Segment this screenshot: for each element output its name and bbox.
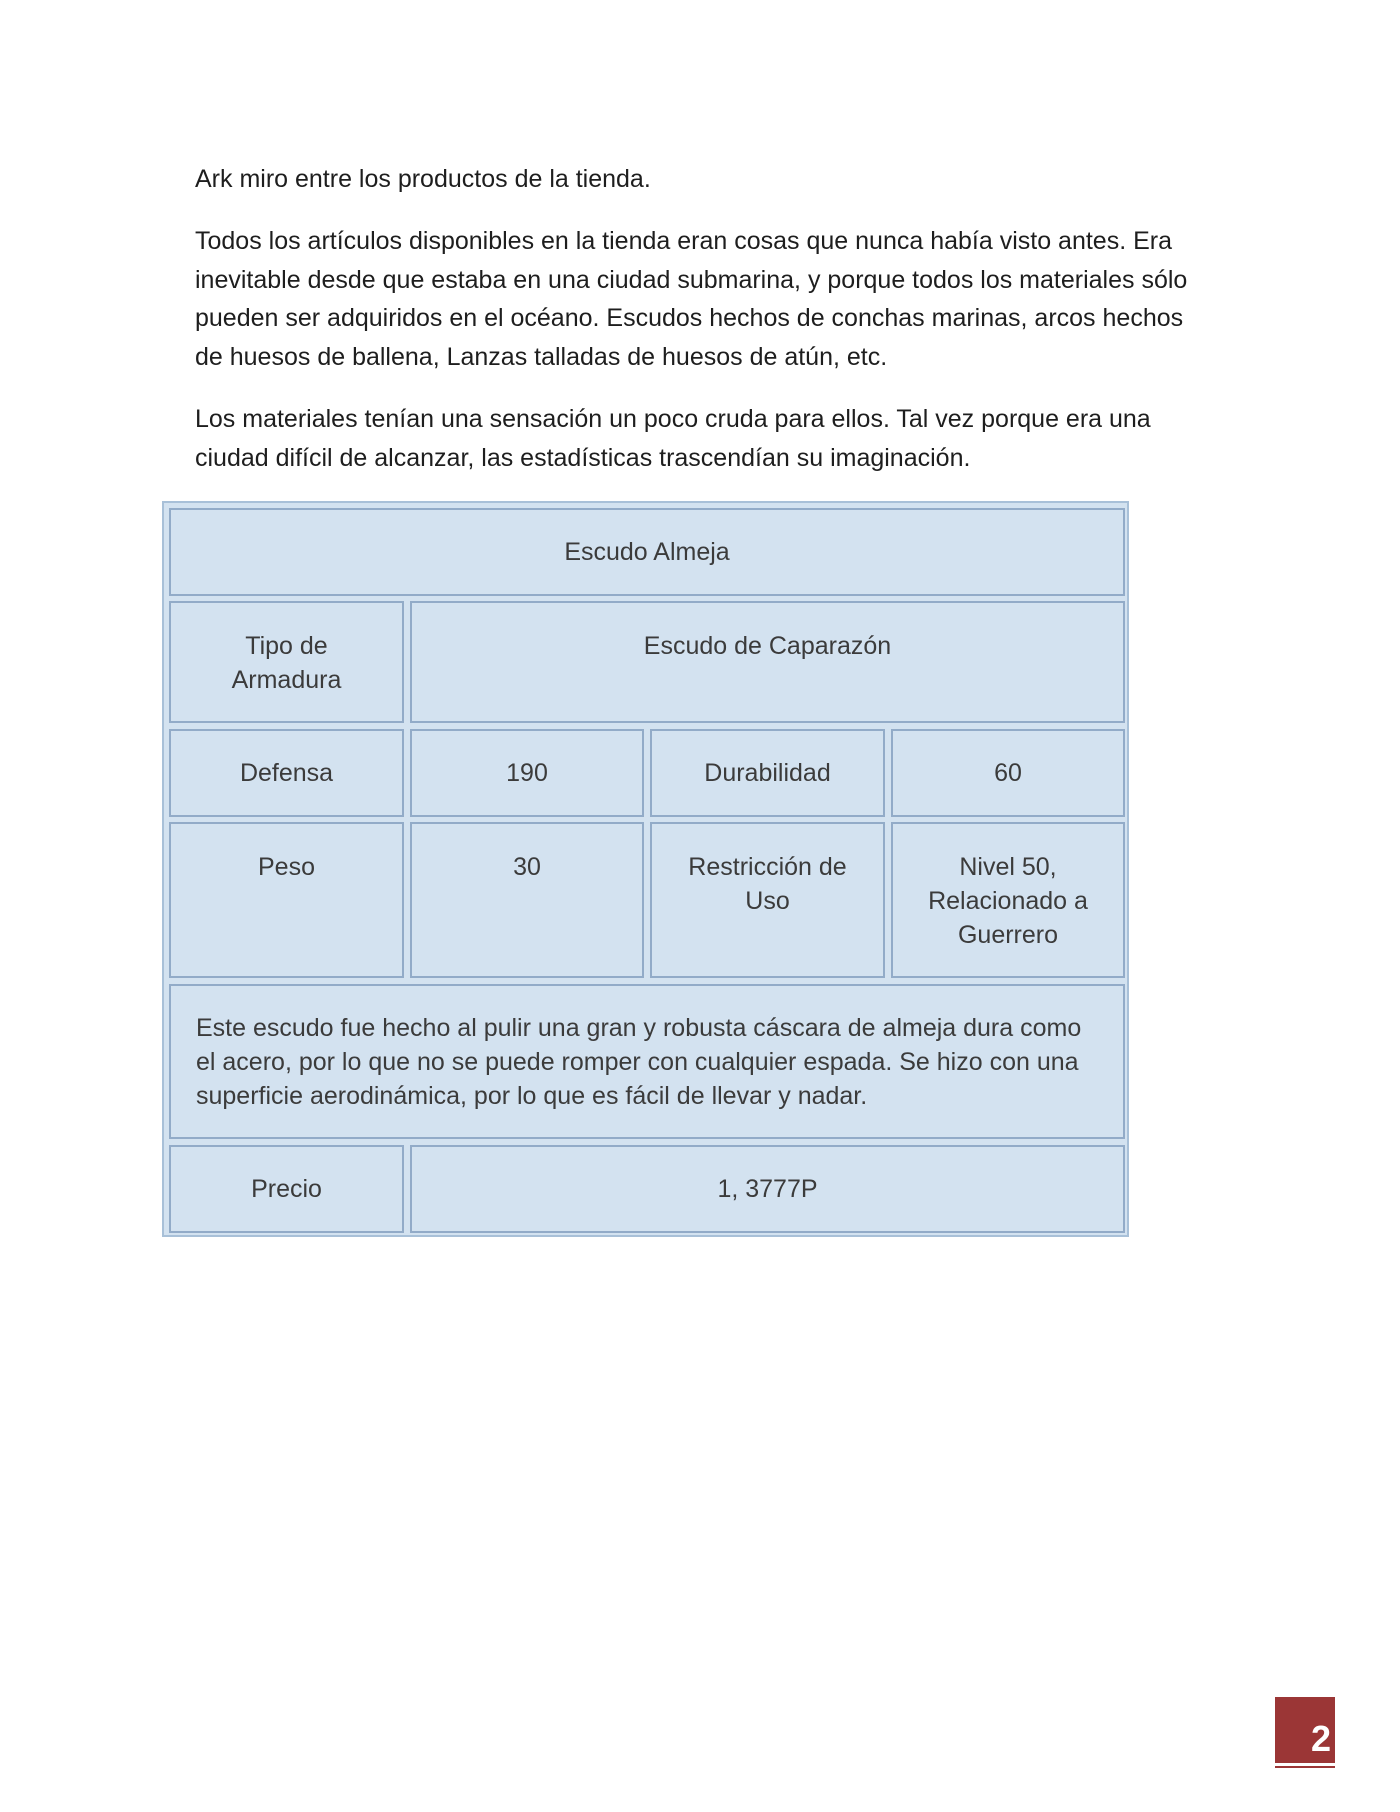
armor-type-label-cell [169, 601, 404, 723]
item-name: Escudo Almeja [564, 538, 730, 566]
price-value: 1, 3777P [717, 1175, 818, 1203]
durability-value-cell [891, 729, 1125, 817]
weight-label-cell [169, 822, 404, 978]
defense-label-cell [169, 729, 404, 817]
item-name-cell [169, 508, 1125, 596]
defense-value-cell [410, 729, 644, 817]
paragraph-2: Todos los artículos disponibles en la tienda eran cosas que nunca había visto antes. Era inevitable desde que estaba en una ciudad submarina, y porque todos los materiales sólo pueden ser adquiridos en el océano. Escudos hechos de conchas marinas, arcos hechos de huesos de ballena, Lanzas talladas de huesos de atún, etc. [195, 227, 1188, 371]
restriction-value: Nivel 50, Relacionado a Guerrero [928, 853, 1088, 949]
weight-value: 30 [513, 853, 541, 881]
armor-type-label: Tipo de Armadura [231, 632, 342, 694]
paragraph-3: Los materiales tenían una sensación un poco cruda para ellos. Tal vez porque era una ciudad difícil de alcanzar, las estadísticas trascendían su imaginación. [195, 405, 1151, 472]
restriction-label: Restricción de Uso [688, 853, 847, 915]
page-number-badge-bottom [1275, 1766, 1335, 1768]
weight-value-cell [410, 822, 644, 978]
durability-value: 60 [994, 759, 1022, 787]
description-cell [169, 984, 1125, 1139]
durability-label: Durabilidad [704, 759, 831, 787]
armor-type-value: Escudo de Caparazón [643, 632, 892, 660]
price-label: Precio [251, 1175, 322, 1203]
paragraph-1: Ark miro entre los productos de la tienda. [195, 165, 651, 193]
price-label-cell [169, 1145, 404, 1233]
price-value-cell [410, 1145, 1125, 1233]
defense-label: Defensa [239, 759, 334, 787]
item-stats-table [162, 501, 1129, 1237]
item-description: Este escudo fue hecho al pulir una gran y robusta cáscara de almeja dura como el acero, por lo que no se puede romper con cualquier espada. Se hizo con una superficie aerodinámica, por lo que es fácil de llevar y nadar. [196, 1014, 1082, 1110]
restriction-label-cell [650, 822, 885, 978]
restriction-value-cell [891, 822, 1125, 978]
weight-label: Peso [258, 853, 315, 881]
durability-label-cell [650, 729, 885, 817]
defense-value: 190 [506, 759, 548, 787]
page-number: 2 [1310, 1718, 1331, 1759]
armor-type-value-cell [410, 601, 1125, 723]
